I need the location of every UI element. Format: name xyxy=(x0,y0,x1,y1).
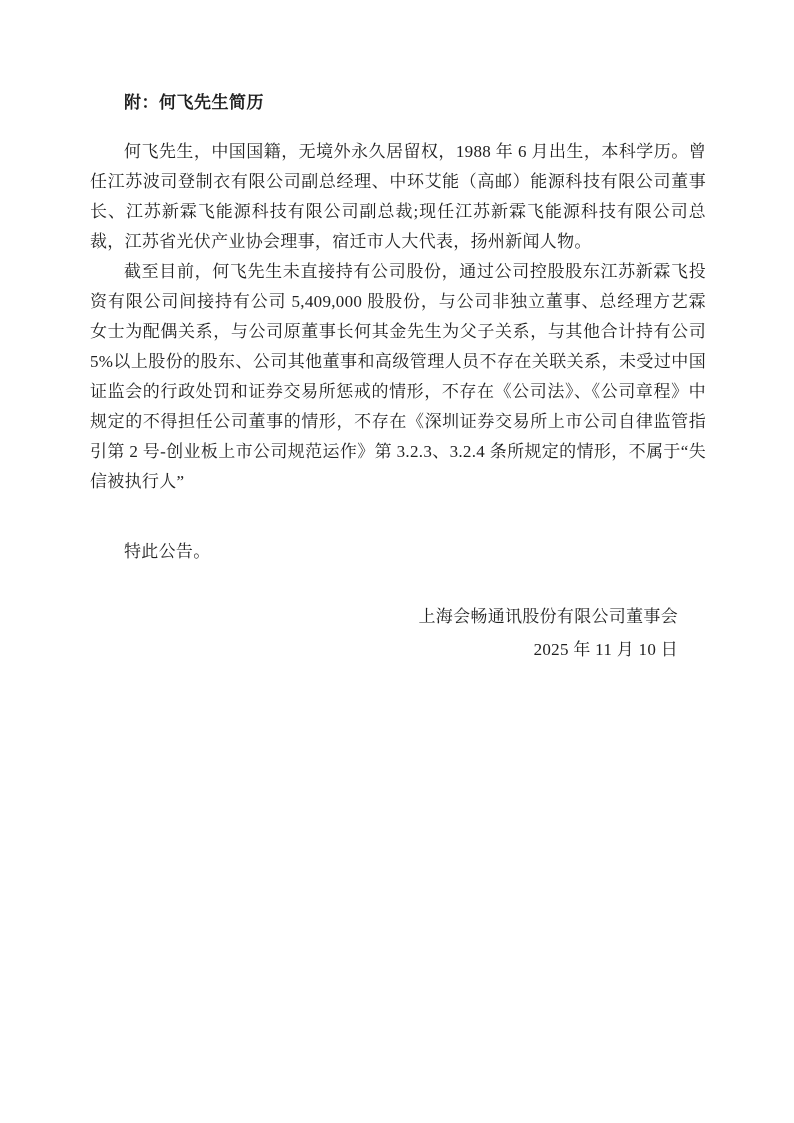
biography-paragraph: 何飞先生，中国国籍，无境外永久居留权，1988 年 6 月出生，本科学历。曾任江苏波司登制衣有限公司副总经理、中环艾能（高邮）能源科技有限公司董事长、江苏新霖飞能源科技有限公司副总裁;现任江苏新霖飞能源科技有限公司总裁，江苏省光伏产业协会理事，宿迁市人大代表，扬州新闻人物。 xyxy=(90,142,706,251)
closing-statement: 特此公告。 xyxy=(124,542,211,561)
company-board-signature: 上海会畅通讯股份有限公司董事会 xyxy=(418,607,678,626)
shareholding-disclosure-paragraph: 截至目前，何飞先生未直接持有公司股份，通过公司控股股东江苏新霖飞投资有限公司间接持有公司 5,409,000 股股份，与公司非独立董事、总经理方艺霖女士为配偶关系，与公司原董事长何其金先生为父子关系，与其他合计持有公司 5%以上股份的股东、公司其他董事和高级管理人员不存在关联关系，未受过中国证监会的行政处罚和证券交易所惩戒的情形，不存在《公司法》、《公司章程》中规定的不得担任公司董事的情形，不存在《深圳证券交易所上市公司自律监管指引第 2 号-创业板上市公司规范运作》第 3.2.3、3.2.4 条所规定的情形，不属于“失信被执行人” xyxy=(90,262,706,491)
signature-date: 2025 年 11 月 10 日 xyxy=(533,640,678,659)
attachment-title: 附：何飞先生简历 xyxy=(124,93,264,112)
signature-block xyxy=(90,600,706,666)
